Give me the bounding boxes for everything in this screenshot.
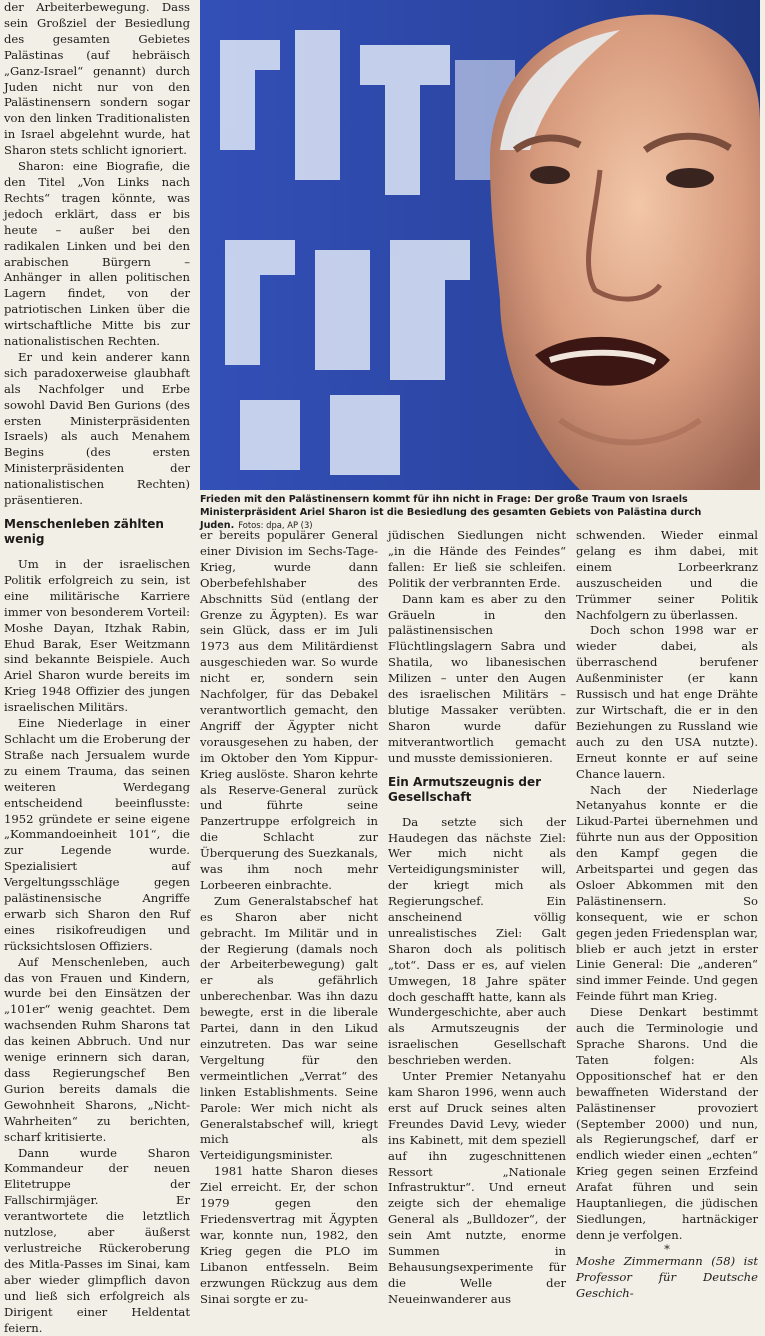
caption-text: Frieden mit den Palästinensern kommt für ihn nicht in Frage: Der große Traum von Israels Ministerpräsident Ariel Sharon ist die Besiedlung des gesamten Gebiets von Palästina durch Juden. (200, 494, 702, 531)
photo-caption (200, 492, 760, 531)
paragraph: Auf Menschenleben, auch das von Frauen und Kindern, wurde bei den Einsätzen der „101er“ wenig geachtet. Dem wachsenden Ruhm Sharons tat das keinen Abbruch. Und nur wenige erinnern sich daran, dass Regierungschef Ben Gurion bereits damals die Gewohnheit Sharons, „Nicht-Wahrheiten“ zu berichten, scharf kritisierte. (4, 954, 190, 1144)
paragraph: 1981 hatte Sharon dieses Ziel erreicht. Er, der schon 1979 gegen den Friedensvertrag mit Ägypten war, konnte nun, 1982, den Krieg gegen die PLO im Libanon entfesseln. Beim erzwungen Rückzug aus dem Sinai sorgte er zu- (200, 1164, 378, 1306)
paragraph: Unter Premier Netanyahu kam Sharon 1996, wenn auch erst auf Druck seines alten Freundes David Levy, wieder ins Kabinett, mit dem speziell auf ihn zugeschnittenen Ressort „Nationale Infrastruktur“. Und erneut zeigte sich der ehemalige General als „Bulldozer“, der sein Amt nutzte, enorme Summen in Behausungsexperimente für die Welle der Neueinwanderer aus (388, 1069, 566, 1306)
paragraph: Dann wurde Sharon Kommandeur der neuen Elitetruppe der Fallschirmjäger. Er verantwortete die letztlich nutzlose, aber äußerst verlustreiche Rückeroberung des Mitla-Passes im Sinai, kam aber wieder glimpflich davon und ließ sich erfolgreich als Dirigent einer Heldentat feiern. (4, 1145, 190, 1335)
paragraph: schwenden. Wieder einmal gelang es ihm dabei, mit einem Lorbeerkranz auszuscheiden und die Trümmer seiner Politik Nachfolgern zu überlassen. (576, 528, 758, 622)
article-column-3 (388, 528, 566, 1306)
paragraph: Sharon: eine Biografie, die den Titel „Von Links nach Rechts“ tragen könnte, was jedoch erklärt, dass er bis heute – außer bei den radikalen Linken und bei den arabischen Bürgern – Anhänger in allen politischen Lagern findet, von der patriotischen Linken über die wirtschaftliche Mitte bis zur nationalistischen Rechten. (4, 159, 190, 349)
paragraph: Nach der Niederlage Netanyahus konnte er die Likud-Partei übernehmen und führte nun aus der Opposition den Kampf gegen die Arbeitspartei und gegen das Osloer Abkommen mit den Palästinensern. So konsequent, wie er schon gegen jeden Friedensplan war, blieb er auch jetzt in erster Linie General: Die „anderen“ sind immer Feinde. Und gegen Feinde führt man Krieg. (576, 782, 758, 1004)
paragraph: Eine Niederlage in einer Schlacht um die Eroberung der Straße nach Jersualem wurde zu einem Trauma, das seinen weiteren Werdegang entscheidend beeinflusste: 1952 gründete er seine eigene „Kommandoeinheit 101“, die zur Legende wurde. Spezialisiert auf Vergeltungsschläge gegen palästinensische Angriffe erwarb sich Sharon den Ruf eines risikofreudigen und rücksichtslosen Offiziers. (4, 716, 190, 953)
paragraph: Doch schon 1998 war er wieder dabei, als überraschend berufener Außenminister (er kann Russisch und hat enge Drähte zur Wirtschaft, die er in den Beziehungen zu Russland wie auch zu den USA nutzte). Erneut konnte er auf seine Chance lauern. (576, 623, 758, 781)
paragraph: Er und kein anderer kann sich paradoxerweise glaubhaft als Nachfolger und Erbe sowohl David Ben Gurions (des ersten Ministerpräsidenten Israels) als auch Menahem Begins (des ersten Ministerpräsidenten der nationalistischen Rechten) präsentieren. (4, 349, 190, 508)
paragraph: Um in der israelischen Politik erfolgreich zu sein, ist eine militärische Karriere immer von besonderem Vorteil: Moshe Dayan, Itzhak Rabin, Ehud Barak, Eser Weitzmann sind bekannte Beispiele. Auch Ariel Sharon wurde bereits im Krieg 1948 Offizier des jungen israelischen Militärs. (4, 557, 190, 715)
paragraph: Zum Generalstabschef hat es Sharon aber nicht gebracht. Im Militär und in der Regierung (damals noch der Arbeiterbewegung) galt er als gefährlich unberechenbar. Was ihn dazu bewegte, erst in die liberale Partei, dann in den Likud einzutreten. Das war seine Vergeltung für den vermeintlichen „Verrat“ des linken Establishments. Seine Parole: Wer mich nicht als Generalstabschef will, kriegt mich als Verteidigungsminister. (200, 893, 378, 1163)
paragraph: Dann kam es aber zu den Gräueln in den palästinensischen Flüchtlingslagern Sabra und Shatila, wo libanesischen Milizen – unter den Augen des israelischen Militärs – blutige Massaker verübten. Sharon wurde dafür mitverantwortlich gemacht und musste demissionieren. (388, 591, 566, 765)
paragraph: er bereits populärer General einer Division im Sechs-Tage-Krieg, wurde dann Oberbefehlshaber des Abschnitts Süd (entlang der Grenze zu Ägypten). Es war sein Glück, dass er im Juli 1973 aus dem Militärdienst ausgeschieden war. So wurde nicht er, sondern sein Nachfolger, für das Debakel verantwortlich gemacht, den Angriff der Ägypter nicht vorausgesehen zu haben, der im Oktober den Yom Kippur-Krieg auslöste. Sharon kehrte als Reserve-General zurück und führte seine Panzertruppe erfolgreich in die Schlacht zur Überquerung des Suezkanals, was ihm noch mehr Lorbeeren einbrachte. (200, 528, 378, 892)
subheading-armutszeugnis: Ein Armutszeugnis der Gesellschaft (388, 774, 542, 804)
photo-credit: Fotos: dpa, AP (3) (238, 520, 313, 530)
sharon-photo (200, 0, 760, 490)
portrait-illustration (200, 0, 760, 490)
author-note: Moshe Zimmermann (58) ist Professor für Deutsche Geschich- (576, 1253, 758, 1300)
subheading-menschenleben: Menschenleben zählten wenig (4, 517, 164, 546)
paragraph: Diese Denkart bestimmt auch die Terminologie und Sprache Sharons. Und die Taten folgen: Als Oppositionschef hat er den bewaffneten Widerstand der Palästinenser provoziert (September 2000) und nun, als Regierungschef, darf er endlich wieder einen „echten“ Krieg gegen seinen Erzfeind Arafat führen und sein Hauptanliegen, die jüdischen Siedlungen, hartnäckiger denn je verfolgen. (576, 1005, 758, 1242)
article-column-4 (576, 528, 758, 1300)
article-column-1 (4, 0, 190, 1335)
paragraph: jüdischen Siedlungen nicht „in die Hände des Feindes“ fallen: Er ließ sie schleifen. Politik der verbrannten Erde. (388, 528, 566, 590)
paragraph: der Arbeiterbewegung. Dass sein Großziel der Besiedlung des gesamten Gebietes Palästinas (auf hebräisch „Ganz-Israel“ genannt) durch Juden nicht nur von den Palästinensern sondern sogar von den linken Traditionalisten in Israel abgelehnt wurde, hat Sharon stets schlicht ignoriert. (4, 0, 190, 158)
separator-star: * (664, 1241, 670, 1256)
article-column-2 (200, 528, 378, 1306)
paragraph: Da setzte sich der Haudegen das nächste Ziel: Wer mich nicht als Verteidigungsminister will, der kriegt mich als Regierungschef. Ein anscheinend völlig unrealistisches Ziel: Galt Sharon doch als politisch „tot“. Dass er es, auf vielen Umwegen, 18 Jahre später doch geschafft hatte, kann als Wundergeschichte, aber auch als Armutszeugnis der israelischen Gesellschaft beschrieben werden. (388, 814, 566, 1068)
